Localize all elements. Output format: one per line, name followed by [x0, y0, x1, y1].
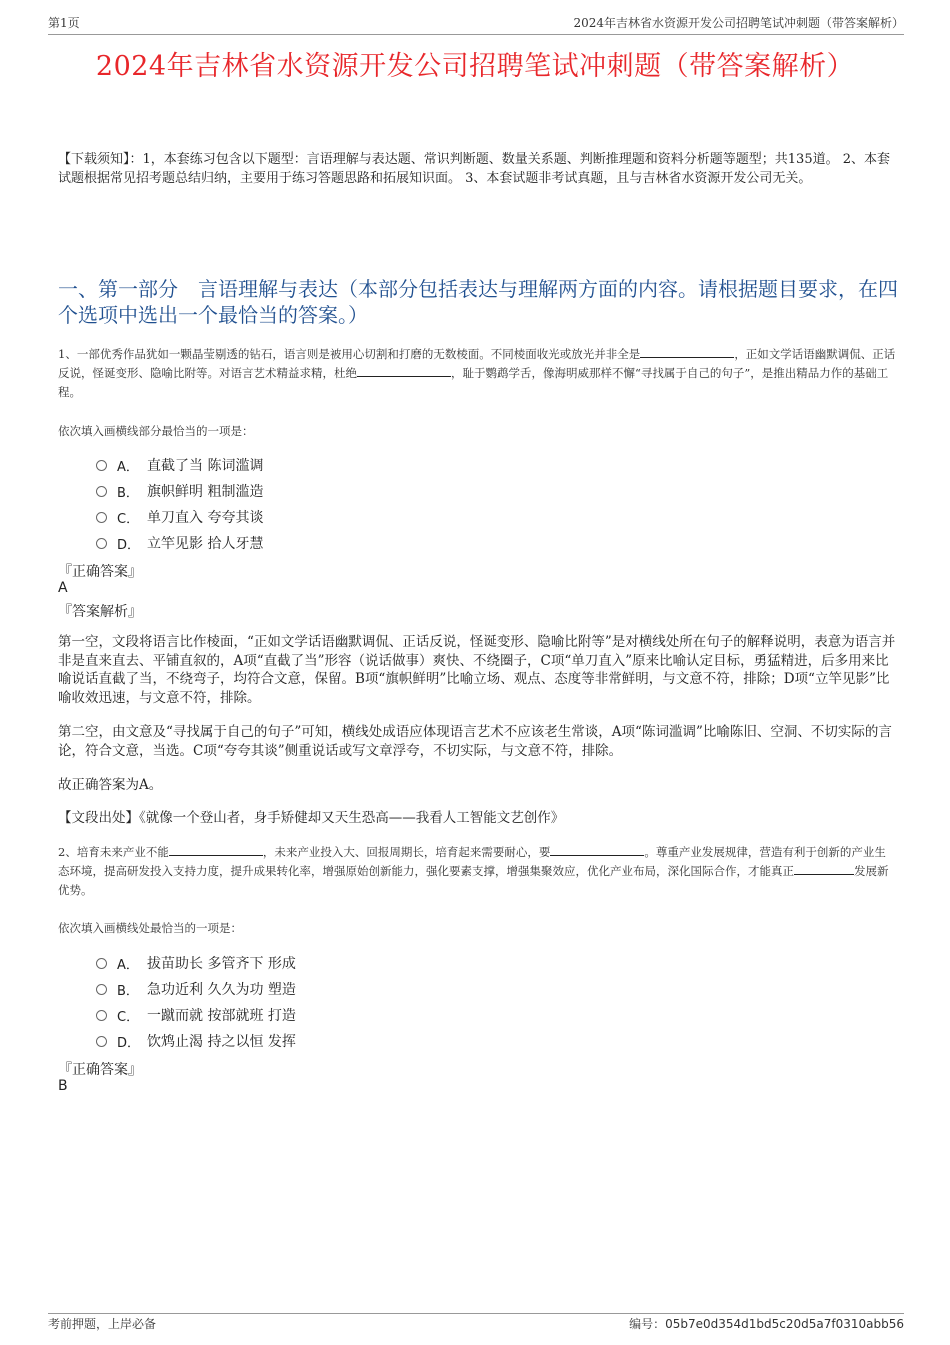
q2-prompt: 依次填入画横线处最恰当的一项是：	[58, 921, 242, 935]
document-title: 2024年吉林省水资源开发公司招聘笔试冲刺题（带答案解析）	[95, 51, 855, 82]
q1-source: 【文段出处】《就像一个登山者，身手矫健却又天生恐高——我看人工智能文艺创作》	[58, 810, 565, 826]
q2-text-part-b: ，未来产业投入大、回报周期长，培育起来需要耐心，要	[262, 845, 551, 859]
radio-icon[interactable]	[96, 538, 107, 549]
radio-icon[interactable]	[96, 1010, 107, 1021]
q2-answer-label: 『正确答案』	[58, 1062, 142, 1078]
page-number: 第1页	[48, 16, 80, 30]
q2-blank-2	[550, 843, 644, 856]
q2-blank-1	[169, 843, 263, 856]
q2-text-part-a: 2、培育未来产业不能	[58, 845, 169, 859]
q1-answer-label: 『正确答案』	[58, 564, 142, 580]
footer-code: 05b7e0d354d1bd5c20d5a7f0310abb56	[665, 1317, 904, 1331]
q1-option-b[interactable]: B． 旗帜鲜明 粗制滥造	[96, 478, 263, 504]
download-notice: 【下载须知】：1，本套练习包含以下题型：言语理解与表达题、常识判断题、数量关系题、判断推理题和资料分析题等题型；共135道。 2、本套试题根据常见招考题总结归纳，主要用于练习答题思路和拓展知识面。 3、本套试题非考试真题，且与吉林省水资源开发公司无关。	[58, 152, 890, 186]
q1-blank-1	[640, 345, 734, 358]
q1-analysis-label: 『答案解析』	[58, 604, 142, 620]
q1-analysis-paragraph-1: 第一空，文段将语言比作棱面，“正如文学话语幽默调侃、正话反说，怪诞变形、隐喻比附等”是对横线处所在句子的解释说明，表意为语言并非是直来直去、平铺直叙的，A项“直截了当”形容（说话做事）爽快、不绕圈子，C项“单刀直入”原来比喻认定目标，勇猛精进，后多用来比喻说话直截了当，不绕弯子，均符合文意，保留。B项“旗帜鲜明”比喻立场、观点、态度等非常鲜明，与文意不符，排除；D项“立竿见影”比喻收效迅速，与文意不符，排除。	[58, 634, 896, 706]
q1-text-part-a: 1、一部优秀作品犹如一颗晶莹剔透的钻石，语言则是被用心切割和打磨的无数棱面。不同棱面收光或放光并非全是	[58, 347, 641, 361]
q1-blank-2	[357, 364, 451, 377]
radio-icon[interactable]	[96, 984, 107, 995]
page-header	[48, 14, 904, 35]
q1-conclusion: 故正确答案为A。	[58, 777, 163, 793]
q2-text-part-c: 。尊重产业发展规律，营造有利于创新的产业生态环境，提高研发投入支持力度，提升成果转化率，增强原始创新能力，强化要素支撑，增强集聚效应，优化产业布局，深化国际合作，才能真正	[58, 845, 886, 878]
q2-option-a[interactable]: A． 拔苗助长 多管齐下 形成	[96, 950, 296, 976]
q2-option-b[interactable]: B． 急功近利 久久为功 塑造	[96, 976, 296, 1002]
q2-options	[96, 950, 296, 1054]
header-doc-title: 2024年吉林省水资源开发公司招聘笔试冲刺题（带答案解析）	[573, 16, 904, 30]
q1-option-d[interactable]: D． 立竿见影 拾人牙慧	[96, 530, 263, 556]
section-heading: 一、第一部分 言语理解与表达（本部分包括表达与理解两方面的内容。请根据题目要求，在四个选项中选出一个最恰当的答案。）	[58, 277, 898, 327]
radio-icon[interactable]	[96, 460, 107, 471]
q1-option-c[interactable]: C． 单刀直入 夸夸其谈	[96, 504, 263, 530]
footer-code-wrap	[629, 1315, 904, 1332]
q1-answer: A	[58, 580, 68, 596]
q1-options	[96, 452, 263, 556]
q2-blank-3	[794, 862, 854, 875]
q2-option-c[interactable]: C． 一蹴而就 按部就班 打造	[96, 1002, 296, 1028]
q1-analysis-paragraph-2: 第二空，由文意及“寻找属于自己的句子”可知，横线处成语应体现语言艺术不应该老生常谈，A项“陈词滥调”比喻陈旧、空洞、不切实际的言论，符合文意，当选。C项“夸夸其谈”侧重说话或写文章浮夸，不切实际，与文意不符，排除。	[58, 724, 892, 759]
radio-icon[interactable]	[96, 1036, 107, 1047]
radio-icon[interactable]	[96, 486, 107, 497]
q2-text-part-d: 发展新优势。	[58, 864, 889, 897]
question-2-text	[58, 843, 896, 900]
footer-slogan: 考前押题，上岸必备	[48, 1317, 157, 1331]
q1-text-part-b: ，正如文学话语幽默调侃、正话反说，怪诞变形、隐喻比附等。对语言艺术精益求精，杜绝	[58, 347, 896, 380]
q2-option-d[interactable]: D． 饮鸩止渴 持之以恒 发挥	[96, 1028, 296, 1054]
footer-code-label: 编号：	[629, 1317, 666, 1331]
radio-icon[interactable]	[96, 958, 107, 969]
radio-icon[interactable]	[96, 512, 107, 523]
q1-text-part-c: ，耻于鹦鹉学舌，像海明威那样不懈“寻找属于自己的句子”，是推出精品力作的基础工程。	[58, 366, 889, 399]
q2-answer: B	[58, 1078, 68, 1094]
question-1-text	[58, 345, 896, 402]
q1-option-a[interactable]: A． 直截了当 陈词滥调	[96, 452, 263, 478]
page-footer	[48, 1313, 904, 1332]
q1-prompt: 依次填入画横线部分最恰当的一项是：	[58, 424, 254, 438]
